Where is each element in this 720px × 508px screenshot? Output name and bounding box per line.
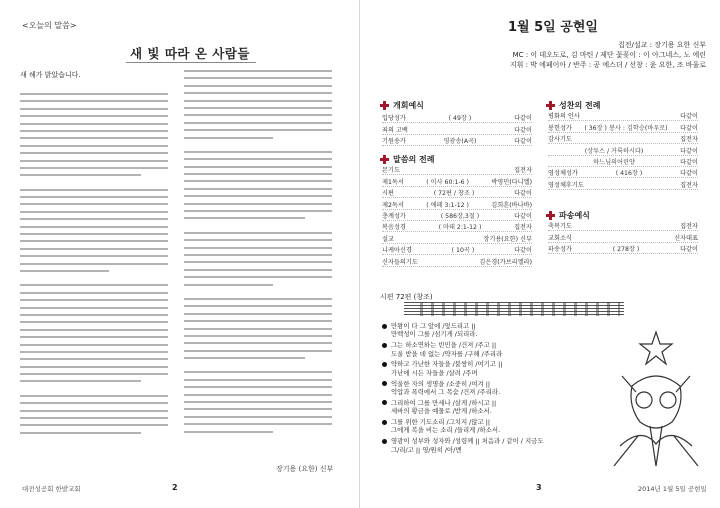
verse-line: 만백성이 그를 /섬기게 /되리라.	[391, 330, 478, 339]
sermon-title: 새 빛 따라 온 사람들	[130, 46, 251, 61]
order-row	[548, 243, 698, 254]
section-tag: <오늘의 말씀>	[22, 21, 77, 30]
order-role: 신자대표	[674, 234, 698, 242]
section-title: 말씀의 전례	[393, 155, 435, 164]
title-divider	[126, 62, 256, 63]
order-row	[382, 164, 532, 175]
order-label: 파송성가	[548, 246, 572, 254]
verse-line: 그에게 복을 비는 소리 /들리게 /하소서.	[391, 426, 501, 435]
order-label: 감사기도	[548, 136, 572, 144]
order-role: 집전자	[514, 167, 532, 175]
cross-icon	[380, 101, 389, 110]
order-label: 영성체후기도	[548, 181, 584, 189]
verse-line: 영광이 성부와 성자와 /성령께 || 처음과 / 같이 / 지금도	[391, 437, 544, 446]
verse-line: 억울한 자의 생명을 /소중히 /여겨 ||	[391, 379, 491, 388]
credit-line: MC : 이 데오도로, 김 마틴 / 제단 꽃꽂이 : 이 아그네스, 노 에린	[512, 51, 706, 59]
order-role: 집전자	[514, 224, 532, 232]
order-role: 집전자	[680, 181, 698, 189]
order-row	[382, 123, 532, 134]
order-role: 다같이	[514, 247, 532, 255]
order-label: 영성체성가	[548, 170, 578, 178]
verse-line: 약하고 가난한 자들을 /불쌍히 /여기고 ||	[391, 360, 503, 369]
order-row	[382, 255, 532, 266]
order-role: 다같이	[680, 124, 698, 132]
service-title: 1월 5일 공현일	[508, 20, 598, 35]
order-row	[548, 167, 698, 178]
order-row	[548, 110, 698, 121]
verse-line: 억압과 폭력에서 그 목숨 /건져 /주리라.	[391, 388, 501, 397]
order-label: 봉헌성가	[548, 124, 572, 132]
order-label: 본기도	[382, 167, 400, 175]
right-page	[360, 0, 720, 508]
order-detail: ( 에페 3:1-12 )	[426, 201, 469, 209]
footer-church-name: 대전성공회 한밭교회	[22, 485, 81, 493]
order-row	[382, 187, 532, 198]
order-role: 다같이	[514, 126, 532, 134]
order-row	[382, 244, 532, 255]
order-role: 김은경(가브리엘라)	[479, 258, 532, 266]
bullet-icon	[382, 343, 387, 348]
page-number-right: 3	[536, 483, 542, 492]
order-detail: ( 49장 )	[448, 115, 472, 123]
order-label: 니케아신경	[382, 247, 412, 255]
order-label: 신자들의기도	[382, 258, 418, 266]
order-detail: 영광송(A곡)	[443, 138, 477, 146]
order-role: 박영민(다니엘)	[491, 178, 532, 186]
order-role: 다같이	[514, 212, 532, 220]
verse-line: 세바의 황금을 예물로 /받게 /하소서.	[391, 407, 492, 416]
section-title: 파송예식	[559, 211, 590, 220]
verse-line: 그/리/고 || 영/원히 /아/멘	[391, 445, 462, 454]
bullet-icon	[382, 439, 387, 444]
bullet-icon	[382, 400, 387, 405]
order-role: 집전자	[680, 136, 698, 144]
verse-line: 그리하여 그를 만세나 /살게 /하시고 ||	[391, 398, 497, 407]
order-row	[382, 232, 532, 243]
order-role: 다같이	[680, 158, 698, 166]
order-role: 다같이	[680, 113, 698, 121]
order-detail: ( 36장 ) 봉사 : 김학승(바우로)	[584, 124, 668, 132]
order-detail: ( 마태 2:1-12 )	[438, 224, 482, 232]
order-role: 다같이	[514, 138, 532, 146]
psalm-verse	[382, 322, 612, 339]
order-role: 집전자	[680, 223, 698, 231]
verse-line: 도울 받을 데 없는 /약자를 /구해 /주리라	[391, 349, 503, 358]
order-row	[382, 210, 532, 221]
order-row	[548, 231, 698, 242]
section-title: 개회예식	[393, 101, 424, 110]
service-credits	[456, 40, 706, 70]
footer-date: 2014년 1월 5일 공현일	[638, 485, 707, 493]
order-detail: ( 72편 / 창조 )	[433, 190, 475, 198]
music-notes	[420, 302, 620, 316]
order-list-word	[382, 164, 532, 267]
psalm-score-label: 시편 72편 (창조)	[380, 293, 433, 301]
order-detail: 하느님의어린양	[593, 158, 635, 166]
order-label: 제1독서	[382, 178, 404, 186]
order-label: 층계성가	[382, 212, 406, 220]
order-list-dismissal	[548, 220, 698, 254]
credit-line: 집전/설교 : 장기용 요한 신부	[618, 41, 706, 49]
order-row	[382, 221, 532, 232]
cross-icon	[546, 101, 555, 110]
order-label: 제2독서	[382, 201, 404, 209]
section-title: 성찬의 전례	[559, 101, 601, 110]
order-role: 장기용(요한) 신부	[483, 235, 532, 243]
psalm-verse	[382, 437, 612, 454]
order-label: 죄의 고백	[382, 126, 408, 134]
order-label: 교회소식	[548, 234, 572, 242]
sermon-column-2	[184, 70, 332, 438]
order-detail: ( 278장 )	[612, 246, 640, 254]
order-label: 설교	[382, 235, 394, 243]
order-detail: ( 586장,3절 )	[440, 212, 480, 220]
order-row	[382, 135, 532, 146]
order-list-sacrament	[548, 110, 698, 190]
credit-line: 지휘 : 박 에페이아 / 반주 : 공 에스더 / 선창 : 윤 요한, 조 바울로	[509, 61, 706, 69]
verse-line: 그를 위한 기도소리 /그치지 /않고 ||	[391, 418, 491, 427]
order-row	[548, 133, 698, 144]
cross-icon	[380, 155, 389, 164]
psalm-verse	[382, 418, 612, 435]
order-role: 다같이	[680, 246, 698, 254]
bullet-icon	[382, 420, 387, 425]
cross-icon	[546, 211, 555, 220]
order-row	[548, 220, 698, 231]
sermon-column-1	[20, 70, 168, 439]
order-role: 다같이	[514, 115, 532, 123]
psalm-verse	[382, 341, 612, 358]
psalm-verses	[382, 322, 612, 456]
order-row	[548, 121, 698, 132]
section-heading-gathering	[380, 100, 424, 111]
order-label: 평화의 인사	[548, 113, 580, 121]
verse-line: 만왕이 다 그 앞에 /엎드리고 ||	[391, 322, 476, 330]
opening-line: 새 해가 밝았습니다.	[20, 71, 81, 79]
bullet-icon	[382, 324, 387, 329]
magi-illustration	[602, 326, 710, 476]
order-role: 김희흔(바나바)	[491, 201, 532, 209]
order-detail: ( 416장 )	[615, 170, 643, 178]
order-label: 복음성경	[382, 224, 406, 232]
order-label: 축복기도	[548, 223, 572, 231]
psalm-verse	[382, 380, 612, 397]
order-detail: ( 이사 60:1-6 )	[426, 178, 469, 186]
order-row	[548, 156, 698, 167]
verse-line: 가난에 시든 자들을 /살려 /주며	[391, 368, 478, 377]
order-row	[548, 178, 698, 189]
order-label: 입당성가	[382, 115, 406, 123]
order-list-gathering	[382, 112, 532, 146]
psalm-verse	[382, 399, 612, 416]
bullet-icon	[382, 381, 387, 386]
order-role: 다같이	[680, 147, 698, 155]
verse-line: 그는 하소연하는 빈민을 /건져 /주고 ||	[391, 341, 497, 350]
order-row	[382, 112, 532, 123]
bullet-icon	[382, 362, 387, 367]
psalm-verse	[382, 360, 612, 377]
order-detail: ( 10곡 )	[451, 247, 475, 255]
order-row	[382, 175, 532, 186]
page-number-left: 2	[172, 483, 178, 492]
order-role: 다같이	[514, 190, 532, 198]
sermon-author: 장기용 (요한) 신부	[276, 465, 334, 473]
order-label: 시편	[382, 190, 394, 198]
order-label: 기원송가	[382, 138, 406, 146]
order-detail: (상투스 / 거룩하시다)	[584, 147, 644, 155]
order-role: 다같이	[680, 170, 698, 178]
order-row	[382, 198, 532, 209]
order-row	[548, 144, 698, 155]
